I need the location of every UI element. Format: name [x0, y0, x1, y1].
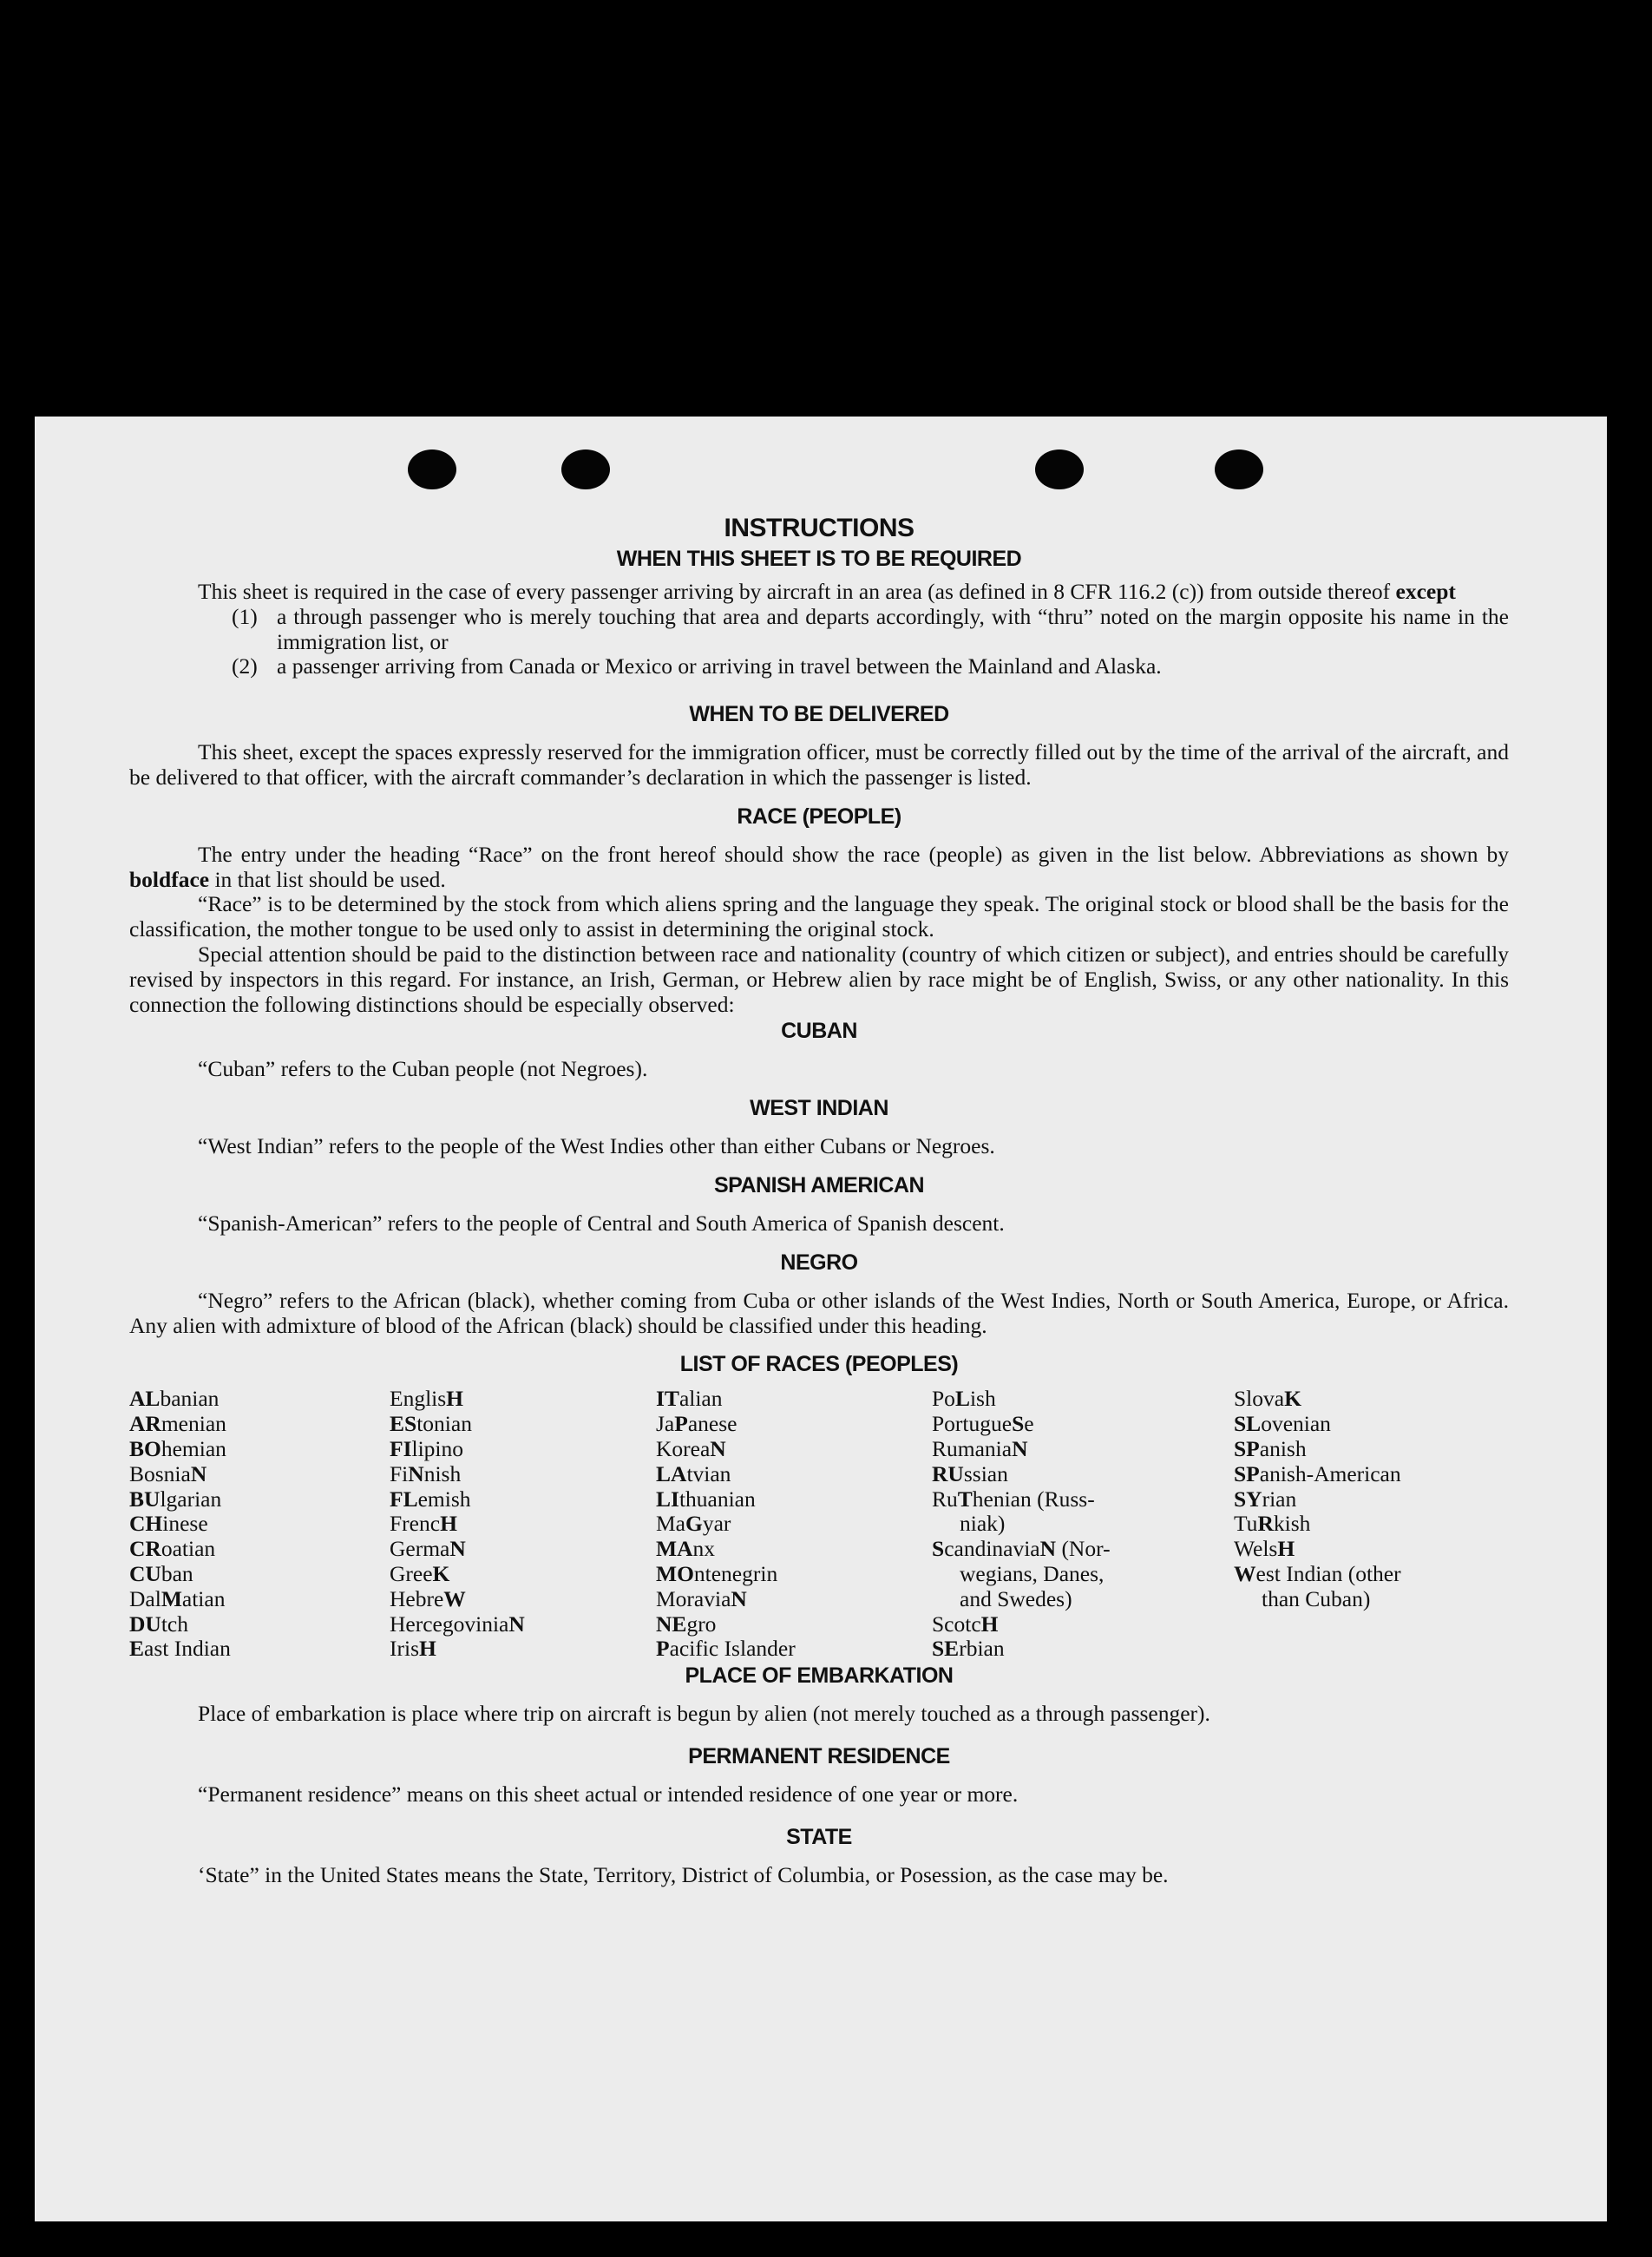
- required-intro: This sheet is required in the case of every passenger arriving by aircraft in an area (as defined in 8 CFR 116.2 (c)) from outside thereof except: [198, 579, 1456, 604]
- race-entry: ITalian: [656, 1386, 723, 1412]
- section-heading-west-indian: WEST INDIAN: [750, 1096, 888, 1121]
- race-entry: and Swedes): [960, 1585, 1072, 1611]
- race-entry: BOhemian: [129, 1435, 226, 1461]
- race-entry: GermaN: [390, 1536, 466, 1562]
- race-entry: FiNnish: [390, 1460, 462, 1486]
- section-heading-cuban: CUBAN: [781, 1019, 857, 1044]
- races-column: [656, 1387, 932, 1662]
- required-item: (1) a through passenger who is merely touching that area and departs accordingly, with “thru” noted on the margin opposite his name in the immigration list, or: [232, 603, 1509, 654]
- race-entry: MaGyar: [656, 1511, 731, 1537]
- punch-hole: [1035, 449, 1084, 489]
- residence-text: “Permanent residence” means on this sheet actual or intended residence of one year or more.: [198, 1781, 1019, 1807]
- race-entry: FIlipino: [390, 1435, 464, 1461]
- race-entry: JaPanese: [656, 1411, 738, 1437]
- races-column: [129, 1387, 390, 1662]
- races-column: [1234, 1387, 1509, 1662]
- section-heading-list-of-races: LIST OF RACES (PEOPLES): [679, 1352, 959, 1377]
- race-entry: EnglisH: [390, 1386, 464, 1412]
- race-entry: DalMatian: [129, 1585, 226, 1611]
- page-title: INSTRUCTIONS: [724, 514, 914, 542]
- punch-hole: [561, 449, 610, 489]
- race-entry: RUssian: [932, 1460, 1008, 1486]
- races-column: [932, 1387, 1234, 1662]
- section-heading-negro: NEGRO: [780, 1250, 858, 1275]
- race-entry: PoLish: [932, 1386, 996, 1412]
- delivered-text: This sheet, except the spaces expressly reserved for the immigration officer, must be correctly filled out by the time of the arrival of the aircraft, and be delivered to that officer, with the aircraft commander’s declaration in which the passenger is listed.: [129, 739, 1509, 790]
- west-indian-text: “West Indian” refers to the people of the West Indies other than either Cubans or Negroes.: [198, 1133, 995, 1159]
- race-entry: Pacific Islander: [656, 1636, 796, 1662]
- race-entry: NEgro: [656, 1611, 717, 1637]
- race-entry: ARmenian: [129, 1411, 226, 1437]
- race-entry: WelsH: [1234, 1536, 1295, 1562]
- section-heading-state: STATE: [786, 1824, 852, 1849]
- race-entry: niak): [960, 1511, 1006, 1537]
- race-entry: SPanish: [1234, 1435, 1307, 1461]
- section-heading-race: RACE (PEOPLE): [737, 804, 901, 829]
- race-entry: RumaniaN: [932, 1435, 1028, 1461]
- race-entry: SPanish-American: [1234, 1460, 1401, 1486]
- instructions-body: [129, 512, 1509, 1888]
- required-item: (2) a passenger arriving from Canada or Mexico or arriving in travel between the Mainland and Alaska.: [232, 653, 1162, 679]
- race-entry: BUlgarian: [129, 1486, 222, 1512]
- race-entry: HebreW: [390, 1585, 466, 1611]
- race-entry: KoreaN: [656, 1435, 726, 1461]
- race-entry: MoraviaN: [656, 1585, 747, 1611]
- race-entry: FLemish: [390, 1486, 471, 1512]
- race-entry: IrisH: [390, 1636, 436, 1662]
- section-heading-required: WHEN THIS SHEET IS TO BE REQUIRED: [616, 547, 1022, 571]
- race-entry: HercegoviniaN: [390, 1611, 525, 1637]
- race-entry: GreeK: [390, 1560, 450, 1586]
- race-entry: CHinese: [129, 1511, 208, 1537]
- races-column: [390, 1387, 656, 1662]
- race-entry: MOntenegrin: [656, 1560, 778, 1586]
- race-entry: wegians, Danes,: [960, 1560, 1105, 1586]
- punch-hole: [408, 449, 456, 489]
- race-entry: CUban: [129, 1560, 193, 1586]
- race-entry: ScotcH: [932, 1611, 999, 1637]
- race-entry: SErbian: [932, 1636, 1005, 1662]
- race-entry: PortugueSe: [932, 1411, 1034, 1437]
- section-heading-embarkation: PLACE OF EMBARKATION: [685, 1663, 954, 1689]
- race-entry: West Indian (other: [1234, 1560, 1401, 1586]
- race-entry: TuRkish: [1234, 1511, 1311, 1537]
- race-entry: RuThenian (Russ-: [932, 1486, 1095, 1512]
- race-entry: BosniaN: [129, 1460, 207, 1486]
- cuban-text: “Cuban” refers to the Cuban people (not Negroes).: [198, 1056, 648, 1082]
- section-heading-delivered: WHEN TO BE DELIVERED: [689, 702, 949, 727]
- race-entry: ALbanian: [129, 1386, 220, 1412]
- instruction-sheet: [35, 417, 1607, 2221]
- race-entry: East Indian: [129, 1636, 231, 1662]
- race-paragraph-1: The entry under the heading “Race” on the front hereof should show the race (people) as given in the list below. Abbreviations as shown by boldface in that list should be used.: [129, 841, 1509, 892]
- race-entry: MAnx: [656, 1536, 715, 1562]
- race-entry: SYrian: [1234, 1486, 1297, 1512]
- race-entry: LAtvian: [656, 1460, 731, 1486]
- race-entry: SlovaK: [1234, 1386, 1301, 1412]
- race-entry: ScandinaviaN (Nor-: [932, 1536, 1111, 1562]
- section-heading-residence: PERMANENT RESIDENCE: [688, 1743, 950, 1768]
- race-entry: EStonian: [390, 1411, 472, 1437]
- spanish-american-text: “Spanish-American” refers to the people of Central and South America of Spanish descent.: [198, 1210, 1005, 1236]
- race-entry: FrencH: [390, 1511, 457, 1537]
- negro-text: “Negro” refers to the African (black), whether coming from Cuba or other islands of the West Indies, North or South America, Europe, or Africa. Any alien with admixture of blood of the African (black) should be classified under this heading.: [129, 1287, 1509, 1338]
- state-text: ‘State” in the United States means the State, Territory, District of Columbia, or Posession, as the case may be.: [198, 1861, 1169, 1887]
- race-paragraph-3: Special attention should be paid to the distinction between race and nationality (country of which citizen or subject), and entries should be carefully revised by inspectors in this regard. For instance, an Irish, German, or Hebrew alien by race might be of English, Swiss, or any other nationality. In this connection the following distinctions should be especially observed:: [129, 941, 1509, 1017]
- section-heading-spanish-american: SPANISH AMERICAN: [713, 1172, 924, 1197]
- punch-hole: [1215, 449, 1263, 489]
- race-entry: SLovenian: [1234, 1411, 1331, 1437]
- race-entry: DUtch: [129, 1611, 188, 1637]
- race-paragraph-2: “Race” is to be determined by the stock from which aliens spring and the language they speak. The original stock or blood shall be the basis for the classification, the mother tongue to be used only to assist in determining the original stock.: [129, 891, 1509, 942]
- race-entry: LIthuanian: [656, 1486, 756, 1512]
- race-entry: CRoatian: [129, 1536, 216, 1562]
- race-entry: than Cuban): [1262, 1585, 1371, 1611]
- races-list: [129, 1387, 1509, 1662]
- embarkation-text: Place of embarkation is place where trip on aircraft is begun by alien (not merely touched as a through passenger).: [198, 1701, 1210, 1727]
